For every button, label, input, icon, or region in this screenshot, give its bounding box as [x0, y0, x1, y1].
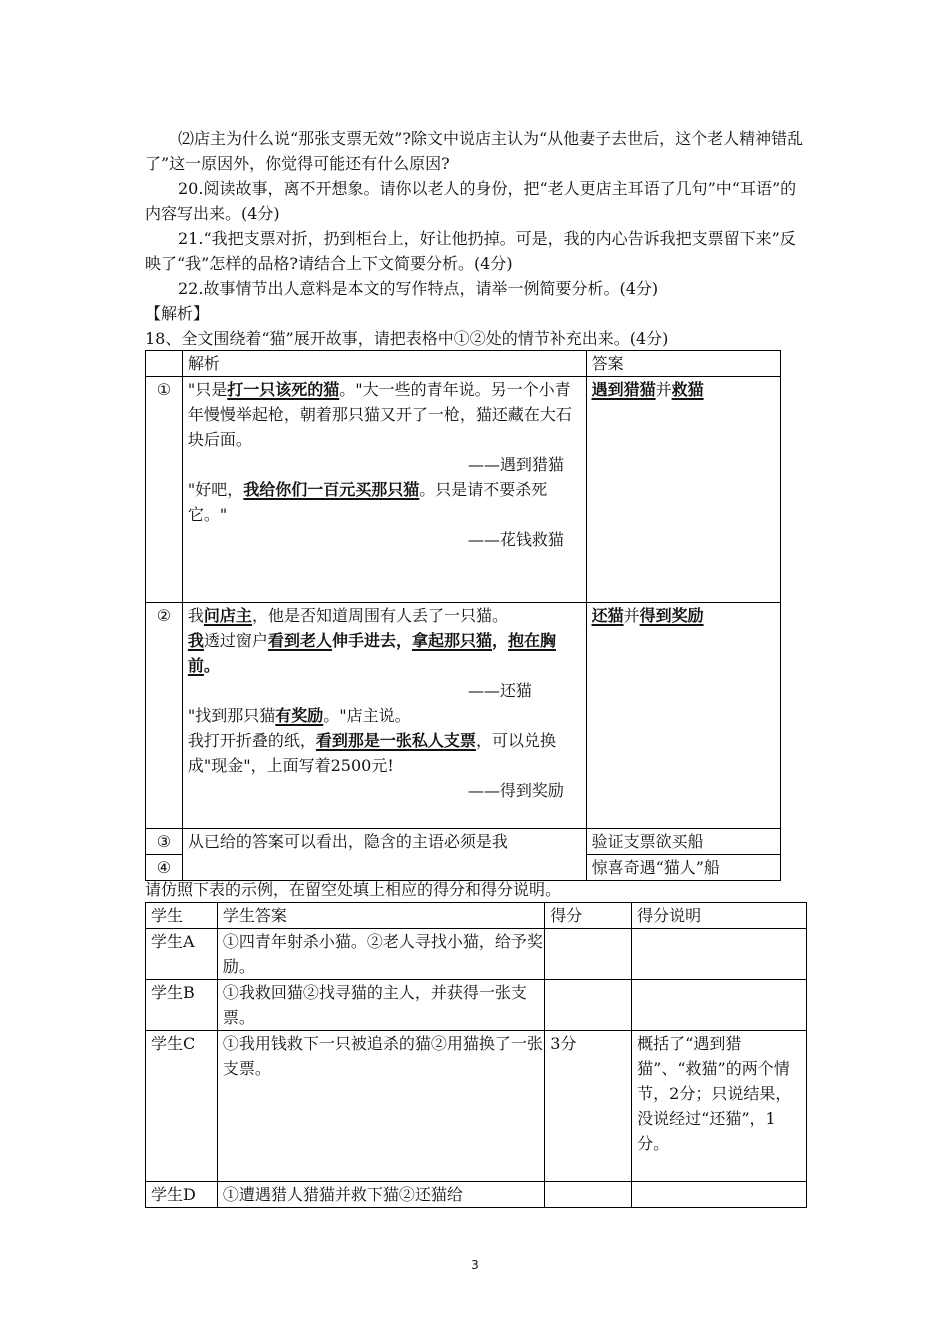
instruction-text: 请仿照下表的示例，在留空处填上相应的得分和得分说明。 — [145, 880, 562, 899]
table-row — [146, 603, 781, 829]
key-phrase: 打一只该死的猫 — [227, 380, 340, 399]
table-row — [146, 929, 807, 980]
plot-tag: ——得到奖励 — [467, 781, 564, 800]
plot-tag: ——还猫 — [467, 681, 532, 700]
table-header-answer: 学生答案 — [217, 903, 544, 929]
table-header-answer: 答案 — [586, 351, 780, 377]
page-number: 3 — [471, 1258, 479, 1272]
answer-cell: ①我救回猫②找寻猫的主人，并获得一张支票。 — [217, 980, 544, 1031]
answer-cell: 遇到猎猫并救猫 — [586, 377, 780, 603]
analysis-label: 【解析】 — [145, 304, 210, 323]
student-cell: 学生C — [146, 1031, 218, 1182]
analysis-cell: 从已给的答案可以看出，隐含的主语必须是我 — [182, 829, 586, 855]
answer-cell: ①我用钱救下一只被追杀的猫②用猫换了一张支票。 — [217, 1031, 544, 1182]
plot-tag: ——花钱救猫 — [467, 530, 564, 549]
student-cell: 学生D — [146, 1182, 218, 1208]
table-row — [146, 377, 781, 603]
answer-cell: 惊喜奇遇“猫人”船 — [586, 855, 780, 881]
question-20: 20.阅读故事，离不开想象。请你以老人的身份，把“老人更店主耳语了几句”中“耳语”的内容写出来。(4分) — [145, 179, 797, 223]
row-number: ③ — [146, 829, 183, 855]
answer-cell: ①遭遇猎人猎猫并救下猫②还猫给 — [217, 1182, 544, 1208]
row-number: ① — [146, 377, 183, 603]
question-2: ⑵店主为什么说“那张支票无效”?除文中说店主认为“从他妻子去世后，这个老人精神错乱了”这一原因外，你觉得可能还有什么原因? — [145, 129, 804, 173]
table-header-analysis: 解析 — [182, 351, 586, 377]
note-cell — [632, 929, 807, 980]
answer-cell: 还猫并得到奖励 — [586, 603, 780, 829]
student-cell: 学生B — [146, 980, 218, 1031]
question-21: 21.“我把支票对折，扔到柜台上，好让他扔掉。可是，我的内心告诉我把支票留下来”反映了“我”怎样的品格?请结合上下文简要分析。(4分) — [145, 229, 796, 273]
table-header-note: 得分说明 — [632, 903, 807, 929]
table-header-score: 得分 — [545, 903, 632, 929]
score-cell — [545, 980, 632, 1031]
key-phrase: 我给你们一百元买那只猫 — [243, 480, 420, 499]
question-22: 22.故事情节出人意料是本文的写作特点，请举一例简要分析。(4分) — [178, 279, 659, 298]
score-cell — [545, 929, 632, 980]
analysis-cell: 我问店主，他是否知道周围有人丢了一只猫。 我透过窗户看到老人伸手进去，拿起那只猫，抱在胸前。 ——还猫 "找到那只猫有奖励。"店主说。 我打开折叠的纸，看到那是一张私人支票，可以兑换成"现金"，上面写着2500元! ——得到奖励 — [182, 603, 586, 829]
plot-tag: ——遇到猎猫 — [467, 455, 564, 474]
row-number: ② — [146, 603, 183, 829]
table-row — [146, 1031, 807, 1182]
student-cell: 学生A — [146, 929, 218, 980]
key-phrase: 问店主 — [203, 606, 252, 625]
table-row — [146, 980, 807, 1031]
note-cell: 概括了“遇到猎猫”、“救猫”的两个情节，2分；只说结果，没说经过“还猫”，1分。 — [632, 1031, 807, 1182]
table-header-blank — [146, 351, 183, 377]
table-row — [146, 1182, 807, 1208]
plot-table — [145, 350, 781, 881]
score-cell: 3分 — [545, 1031, 632, 1182]
answer-cell: 验证支票欲买船 — [586, 829, 780, 855]
scoring-table — [145, 902, 807, 1208]
note-cell — [632, 980, 807, 1031]
analysis-cell: "只是打一只该死的猫。"大一些的青年说。另一个小青年慢慢举起枪，朝着那只猫又开了一枪，猫还藏在大石块后面。 ——遇到猎猫 "好吧，我给你们一百元买那只猫。只是请不要杀死它。" ——花钱救猫 — [182, 377, 586, 603]
table-row — [146, 829, 781, 855]
row-number: ④ — [146, 855, 183, 881]
score-cell — [545, 1182, 632, 1208]
answer-cell: ①四青年射杀小猫。②老人寻找小猫，给予奖励。 — [217, 929, 544, 980]
question-18-title: 18、全文围绕着“猫”展开故事，请把表格中①②处的情节补充出来。(4分) — [145, 329, 669, 348]
note-cell — [632, 1182, 807, 1208]
table-header-student: 学生 — [146, 903, 218, 929]
